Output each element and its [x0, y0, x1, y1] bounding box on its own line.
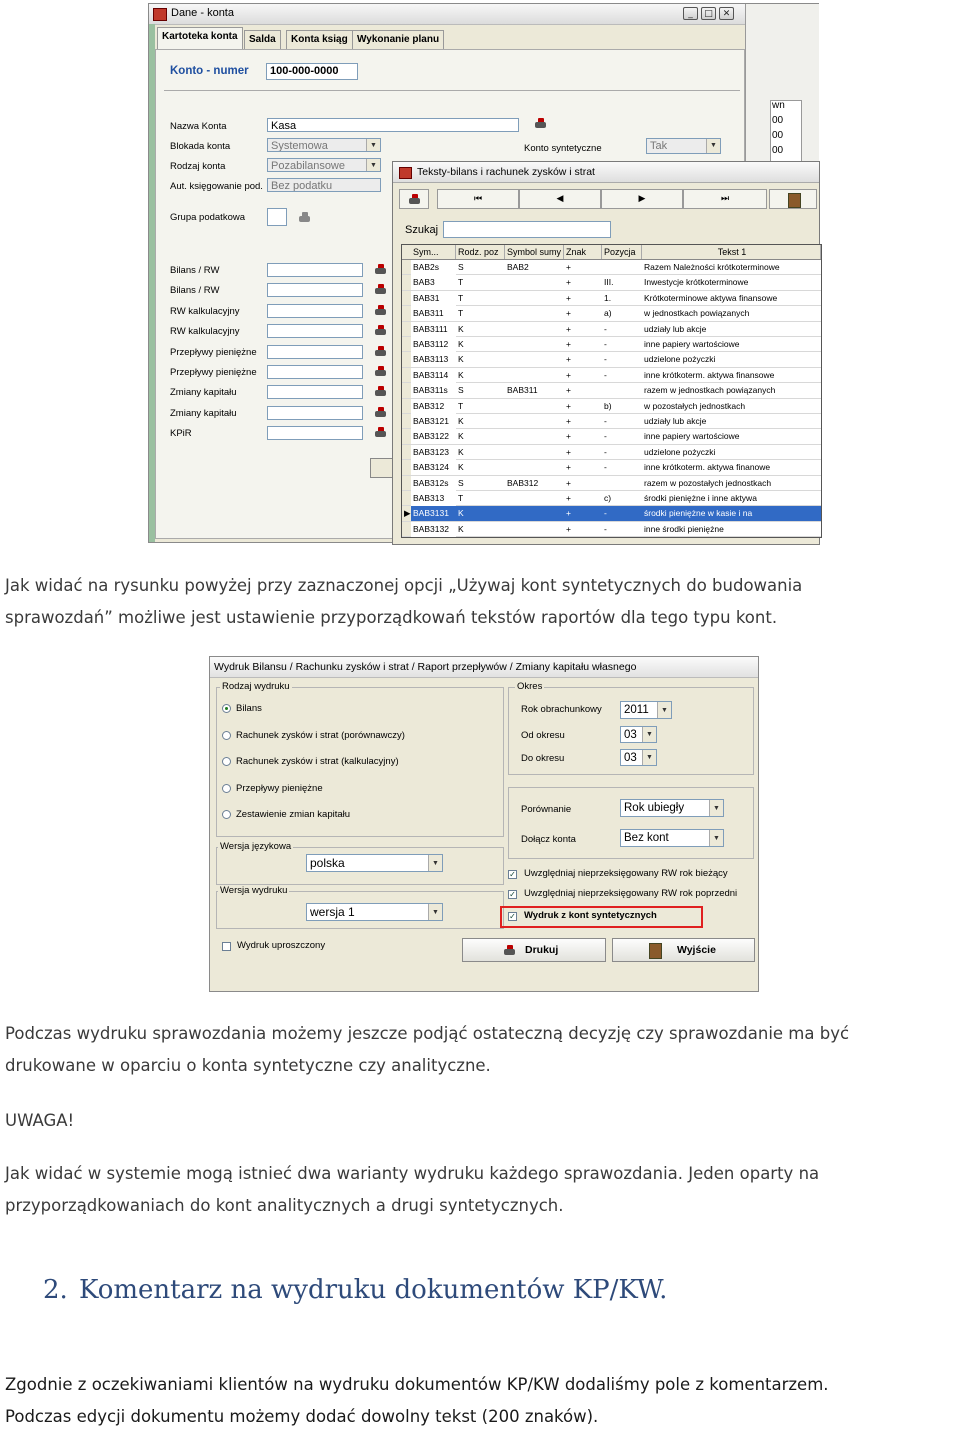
table-cell: + — [566, 477, 571, 488]
table-cell: K — [458, 323, 464, 334]
table-cell: 1. — [604, 292, 612, 303]
table-cell: razem w jednostkach powiązanych — [644, 385, 776, 396]
table-cell: S — [458, 385, 464, 396]
printer-icon[interactable] — [374, 284, 387, 295]
table-cell: S — [458, 477, 464, 488]
search-label: Szukaj — [405, 224, 439, 236]
table-cell: inne środki pieniężne — [644, 523, 724, 534]
printer-icon[interactable] — [374, 305, 387, 316]
title-bar — [149, 4, 818, 25]
edge-value: 00 — [772, 115, 784, 126]
report-row-label: RW kalkulacyjny — [170, 305, 240, 317]
group-label: Rodzaj wydruku — [222, 681, 290, 692]
table-cell: BAB311 — [411, 306, 456, 321]
table-cell: - — [604, 446, 607, 457]
table-cell: c) — [604, 493, 612, 503]
chevron-down-icon: ▼ — [366, 139, 380, 151]
report-mapping-field[interactable] — [267, 345, 363, 359]
table-cell: K — [458, 416, 464, 426]
chevron-down-icon: ▼ — [366, 159, 380, 171]
table-cell: inne krótkoterm. aktywa finanowe — [644, 462, 771, 473]
table-cell: K — [458, 354, 464, 365]
section-title: Komentarz na wydruku dokumentów KP/KW. — [79, 1275, 668, 1305]
table-cell: BAB2s — [411, 260, 456, 275]
report-row-label: Przepływy pieniężne — [170, 367, 257, 378]
row-pointer-icon: ▶ — [402, 506, 411, 521]
table-cell — [602, 260, 642, 275]
table-cell: T — [458, 277, 464, 288]
edge-value: wn — [772, 100, 785, 111]
table-row[interactable] — [402, 522, 821, 537]
chevron-down-icon: ▼ — [709, 830, 723, 846]
app-icon — [153, 8, 167, 21]
report-mapping-field[interactable] — [267, 263, 363, 277]
report-row-label: Zmiany kapitału — [170, 407, 237, 419]
table-cell — [505, 275, 564, 290]
tab-konta-ksiag[interactable]: Konta ksiąg — [286, 30, 353, 49]
konto-numer-label: Konto - numer — [170, 65, 249, 77]
table-cell: T — [458, 308, 464, 319]
chevron-down-icon: ▼ — [706, 139, 720, 153]
table-row[interactable] — [402, 352, 821, 367]
prev-record-button[interactable]: ◀ — [519, 189, 601, 209]
paragraph-line: Zgodnie z oczekiwaniami klientów na wydruku dokumentów KP/KW dodaliśmy pole z komentarzem. — [5, 1375, 829, 1394]
table-cell: + — [566, 431, 571, 442]
screenshot-konta — [148, 3, 820, 545]
table-cell: BAB312s — [411, 476, 456, 491]
field-label: Nazwa Konta — [170, 121, 227, 132]
table-cell: BAB3113 — [411, 352, 456, 367]
table-row[interactable] — [402, 383, 821, 398]
table-cell: - — [604, 462, 607, 473]
table-row[interactable] — [402, 491, 821, 506]
field-label: Porównanie — [521, 804, 572, 815]
checkbox-label: Uwzględniaj nieprzeksięgowany RW rok bieżący — [524, 868, 728, 879]
table-cell — [505, 414, 564, 429]
wersja-wydruku-combo[interactable]: wersja 1 ▼ — [306, 903, 443, 921]
table-cell: BAB312 — [507, 477, 539, 488]
wyjscie-button[interactable]: Wyjście — [612, 938, 755, 962]
table-cell — [505, 352, 564, 367]
table-cell: + — [566, 277, 571, 288]
table-cell: K — [458, 462, 464, 473]
drukuj-button[interactable]: Drukuj — [462, 938, 606, 962]
table-row[interactable] — [402, 445, 821, 460]
table-cell: inne papiery wartościowe — [644, 339, 740, 349]
table-cell — [602, 476, 642, 491]
table-cell: w pozostałych jednostkach — [644, 400, 746, 411]
last-record-button[interactable]: ⏭ — [683, 189, 767, 209]
table-cell: BAB2 — [507, 262, 529, 272]
table-cell: BAB3122 — [411, 429, 456, 444]
title-bar — [393, 162, 819, 183]
konto-syntetyczne-label: Konto syntetyczne — [524, 143, 602, 154]
exit-door-icon — [649, 943, 662, 959]
konto-syntetyczne-combo[interactable]: Tak ▼ — [646, 138, 721, 154]
table-cell — [602, 383, 642, 398]
paragraph-line: przyporządkowaniach do kont analitycznych a drugi syntetycznych. — [5, 1196, 564, 1215]
search-input[interactable] — [443, 221, 611, 238]
table-cell: + — [566, 292, 571, 303]
chevron-down-icon: ▼ — [642, 750, 656, 765]
table-cell: III. — [604, 277, 614, 288]
table-row[interactable] — [402, 306, 821, 321]
printer-icon[interactable] — [374, 366, 387, 377]
radio-label: Przepływy pieniężne — [236, 782, 323, 794]
printer-icon — [408, 194, 421, 205]
report-mapping-field[interactable] — [267, 283, 363, 297]
table-row[interactable] — [402, 506, 821, 521]
table-row[interactable] — [402, 337, 821, 352]
table-cell: T — [458, 400, 464, 411]
tab-salda[interactable]: Salda — [244, 30, 281, 49]
table-cell: + — [566, 400, 571, 411]
rodzaj-radio[interactable] — [222, 810, 231, 819]
table-cell: + — [566, 354, 571, 365]
grid-header — [402, 245, 821, 260]
paragraph — [5, 1158, 819, 1222]
report-mapping-field[interactable] — [267, 324, 363, 338]
table-cell — [505, 322, 564, 337]
od-okresu-combo[interactable]: 03 ▼ — [620, 726, 657, 743]
table-cell: + — [566, 323, 571, 334]
porownanie-combo[interactable]: Rok ubiegły ▼ — [620, 799, 724, 817]
konto-numer-field[interactable]: 100-000-0000 — [266, 63, 358, 80]
paragraph-line: drukowane w oparciu o konta syntetyczne czy analityczne. — [5, 1056, 491, 1075]
table-row[interactable] — [402, 399, 821, 414]
table-cell: środki pieniężne w kasie i na — [644, 508, 753, 519]
table-row[interactable] — [402, 460, 821, 475]
table-cell: środki pieniężne i inne aktywa — [644, 493, 757, 503]
table-row[interactable] — [402, 414, 821, 429]
table-cell: BAB3114 — [411, 368, 456, 383]
table-cell: razem w pozostałych jednostkach — [644, 477, 772, 488]
column-header[interactable]: Tekst 1 — [642, 245, 821, 259]
tab-kartoteka-konta[interactable]: Kartoteka konta — [157, 27, 243, 50]
teksty-grid — [401, 244, 822, 538]
rodzaj-radio[interactable] — [222, 731, 231, 740]
table-cell: + — [566, 446, 571, 457]
nav-toolbar — [397, 187, 817, 211]
printer-icon[interactable] — [374, 325, 387, 336]
table-cell: w jednostkach powiązanych — [644, 308, 750, 319]
table-cell: udziały lub akcje — [644, 323, 707, 334]
group-label: Okres — [517, 681, 543, 692]
rok-obrachunkowy-combo[interactable]: 2011 ▼ — [620, 701, 672, 719]
uwaga-label: UWAGA! — [5, 1111, 75, 1130]
radio-label: Rachunek zysków i strat (kalkulacyjny) — [236, 756, 399, 767]
table-cell: S — [458, 262, 464, 272]
table-cell: T — [458, 292, 464, 303]
printer-icon[interactable] — [534, 118, 547, 129]
table-cell: udzielone pożyczki — [644, 446, 716, 457]
table-cell: K — [458, 523, 464, 534]
table-cell: Razem Należności krótkoterminowe — [644, 262, 780, 272]
table-row[interactable] — [402, 429, 821, 444]
chevron-down-icon: ▼ — [428, 855, 442, 871]
table-cell: udzielone pożyczki — [644, 354, 716, 365]
close-button[interactable]: ✕ — [719, 7, 734, 20]
table-cell: b) — [604, 400, 612, 411]
group-label: Wersja językowa — [220, 841, 292, 852]
report-mapping-field[interactable] — [267, 304, 363, 318]
report-mapping-field[interactable] — [267, 406, 363, 420]
table-cell: - — [604, 339, 607, 349]
table-cell: inne papiery wartościowe — [644, 431, 740, 442]
field-label: Dołącz konta — [521, 834, 576, 845]
paragraph-line: sprawozdań” możliwe jest ustawienie przyporządkowań tekstów raportów dla tego typu kont. — [5, 608, 778, 627]
exit-button[interactable] — [769, 189, 817, 209]
rodzaj-radio[interactable] — [222, 704, 231, 713]
table-cell: BAB3 — [411, 275, 456, 290]
do-okresu-combo[interactable]: 03 ▼ — [620, 749, 657, 766]
checkbox-label: Wydruk uproszczony — [237, 940, 326, 951]
table-cell: Krótkoterminowe aktywa finansowe — [644, 292, 778, 303]
wydruk-uproszczony-checkbox[interactable] — [222, 942, 231, 951]
rodzaj-konta-combo[interactable]: Pozabilansowe ▼ — [267, 158, 381, 172]
printer-icon[interactable] — [374, 407, 387, 418]
section-number: 2. — [43, 1275, 68, 1305]
table-cell: BAB312 — [411, 399, 456, 414]
uwzgledniaj-biezacy-checkbox[interactable]: ✓ — [509, 870, 516, 879]
chevron-down-icon: ▼ — [428, 904, 442, 920]
report-mapping-field[interactable] — [267, 385, 363, 399]
checkbox-label: Uwzględniaj nieprzeksięgowany RW rok poprzedni — [524, 888, 738, 899]
table-cell: BAB3124 — [411, 460, 456, 475]
report-mapping-field[interactable] — [267, 426, 363, 440]
column-header[interactable]: Znak — [564, 245, 602, 259]
table-cell: + — [566, 416, 571, 426]
table-cell — [505, 399, 564, 414]
table-cell: BAB3111 — [411, 322, 456, 337]
wersja-jezykowa-combo[interactable]: polska ▼ — [306, 854, 443, 872]
grupa-podatkowa-field[interactable] — [267, 208, 287, 226]
radio-label: Zestawienie zmian kapitału — [236, 809, 351, 820]
table-cell: BAB3132 — [411, 522, 456, 537]
rodzaj-radio[interactable] — [222, 757, 231, 766]
field-label: Do okresu — [521, 753, 565, 764]
table-cell: - — [604, 508, 607, 519]
printer-icon — [503, 945, 516, 956]
table-cell — [505, 368, 564, 383]
aut-ksiegowanie-combo[interactable]: Bez podatku — [267, 178, 381, 192]
column-header[interactable]: Sym... — [411, 245, 456, 259]
report-row-label: RW kalkulacyjny — [170, 326, 240, 338]
table-cell — [505, 445, 564, 460]
section-heading — [43, 1275, 667, 1305]
app-icon — [399, 167, 412, 179]
field-label: Od okresu — [521, 730, 565, 741]
table-cell: BAB31 — [411, 291, 456, 306]
exit-door-icon — [788, 193, 801, 208]
table-cell: + — [566, 308, 571, 319]
column-header[interactable]: Rodz. poz — [456, 245, 505, 259]
table-cell: + — [566, 462, 571, 473]
paragraph — [5, 1018, 849, 1082]
printer-icon[interactable] — [374, 264, 387, 275]
table-cell: Inwestycje krótkoterminowe — [644, 277, 749, 288]
chevron-down-icon: ▼ — [709, 800, 723, 816]
table-row[interactable] — [402, 260, 821, 275]
table-cell: K — [458, 508, 464, 519]
table-cell: - — [604, 369, 607, 380]
table-cell: udziały lub akcje — [644, 416, 707, 426]
next-record-button[interactable]: ▶ — [601, 189, 683, 209]
field-label: Rok obrachunkowy — [521, 704, 602, 715]
table-cell: BAB311 — [507, 385, 538, 396]
chevron-down-icon: ▼ — [657, 702, 671, 718]
wydruk-z-kont-syntetycznych-checkbox[interactable]: ✓ — [509, 912, 516, 921]
table-cell — [505, 522, 564, 537]
window-title: Teksty-bilans i rachunek zysków i strat — [417, 166, 595, 178]
table-cell: + — [566, 523, 571, 534]
table-cell — [505, 291, 564, 306]
paragraph — [5, 1369, 829, 1433]
report-row-label: Bilans / RW — [170, 285, 220, 297]
table-cell — [505, 460, 564, 475]
table-cell: + — [566, 339, 571, 349]
report-row-label: Przepływy pieniężne — [170, 346, 257, 358]
table-row[interactable] — [402, 291, 821, 306]
table-cell: BAB3131 — [411, 506, 456, 521]
chevron-down-icon: ▼ — [642, 727, 656, 742]
table-cell: - — [604, 416, 607, 426]
table-cell: BAB3121 — [411, 414, 456, 429]
field-label: Blokada konta — [170, 141, 231, 152]
nazwa-konta-field[interactable]: Kasa — [267, 118, 519, 132]
table-cell: BAB3112 — [411, 337, 456, 352]
report-row-label: Zmiany kapitału — [170, 387, 237, 399]
table-cell — [505, 491, 564, 506]
first-record-button[interactable]: ⏮ — [437, 189, 519, 209]
report-row-label: KPiR — [170, 428, 192, 440]
table-cell: K — [458, 369, 464, 380]
window-title: Dane - konta — [171, 7, 234, 19]
paragraph-line: Podczas edycji dokumentu możemy dodać dowolny tekst (200 znaków). — [5, 1407, 599, 1426]
porownanie-group — [508, 787, 754, 859]
table-cell: + — [566, 369, 571, 380]
tab-wykonanie-planu[interactable]: Wykonanie planu — [352, 30, 444, 49]
checkbox-label: Wydruk z kont syntetycznych — [524, 910, 657, 921]
table-row[interactable] — [402, 322, 821, 337]
table-cell — [505, 506, 564, 521]
uwzgledniaj-poprzedni-checkbox[interactable]: ✓ — [509, 890, 516, 899]
table-row[interactable] — [402, 275, 821, 290]
paragraph-line: Podczas wydruku sprawozdania możemy jeszcze podjąć ostateczną decyzję czy sprawozdanie ma być — [5, 1024, 850, 1043]
table-row[interactable] — [402, 368, 821, 383]
radio-label: Rachunek zysków i strat (porównawczy) — [236, 729, 405, 741]
table-cell: BAB311s — [411, 383, 456, 398]
field-label: Grupa podatkowa — [170, 212, 245, 223]
printer-icon[interactable] — [374, 386, 387, 397]
printer-icon[interactable] — [298, 212, 311, 223]
column-header[interactable]: Symbol sumy — [505, 245, 564, 259]
report-mapping-field[interactable] — [267, 365, 363, 379]
table-cell: + — [566, 493, 571, 503]
table-cell: + — [566, 262, 571, 272]
report-row-label: Bilans / RW — [170, 265, 220, 276]
edge-value: 00 — [772, 130, 784, 141]
paragraph — [5, 570, 802, 634]
field-label: Rodzaj konta — [170, 161, 226, 172]
table-cell: - — [604, 431, 607, 442]
printer-icon[interactable] — [374, 346, 387, 357]
printer-icon[interactable] — [374, 427, 387, 438]
minimize-button[interactable]: _ — [683, 7, 698, 20]
rodzaj-radio[interactable] — [222, 784, 231, 793]
table-cell — [505, 429, 564, 444]
table-cell: BAB313 — [411, 491, 456, 506]
table-cell: BAB3123 — [411, 445, 456, 460]
print-button[interactable] — [399, 189, 429, 209]
table-cell — [505, 337, 564, 352]
table-cell: + — [566, 508, 571, 519]
table-row[interactable] — [402, 476, 821, 491]
table-cell: K — [458, 446, 464, 457]
table-cell: K — [458, 431, 464, 442]
title-bar — [210, 657, 758, 678]
window-title: Wydruk Bilansu / Rachunku zysków i strat / Raport przepływów / Zmiany kapitału własnego — [214, 661, 637, 673]
table-cell: a) — [604, 308, 612, 319]
wydruk-bilansu-window — [209, 656, 759, 992]
blokada-konta-combo[interactable]: Systemowa ▼ — [267, 138, 381, 152]
table-cell — [505, 306, 564, 321]
table-cell: - — [604, 323, 607, 334]
table-cell: T — [458, 493, 464, 503]
group-label: Wersja wydruku — [220, 885, 288, 896]
table-cell: inne krótkoterm. aktywa finansowe — [644, 369, 775, 380]
table-cell: + — [566, 385, 571, 396]
field-label: Aut. księgowanie pod. — [170, 181, 263, 192]
dolacz-konta-combo[interactable]: Bez kont ▼ — [620, 829, 724, 847]
paragraph-line: Jak widać na rysunku powyżej przy zaznaczonej opcji „Używaj kont syntetycznych do budowania — [5, 576, 803, 595]
radio-label: Bilans — [236, 703, 262, 714]
table-cell: K — [458, 339, 464, 349]
maximize-button[interactable]: □ — [701, 7, 716, 20]
paragraph-line: Jak widać w systemie mogą istnieć dwa warianty wydruku każdego sprawozdania. Jeden oparty na — [5, 1164, 820, 1183]
column-header[interactable]: Pozycja — [602, 245, 642, 259]
table-cell: - — [604, 354, 607, 365]
edge-value: 00 — [772, 145, 784, 156]
table-cell: - — [604, 523, 607, 534]
